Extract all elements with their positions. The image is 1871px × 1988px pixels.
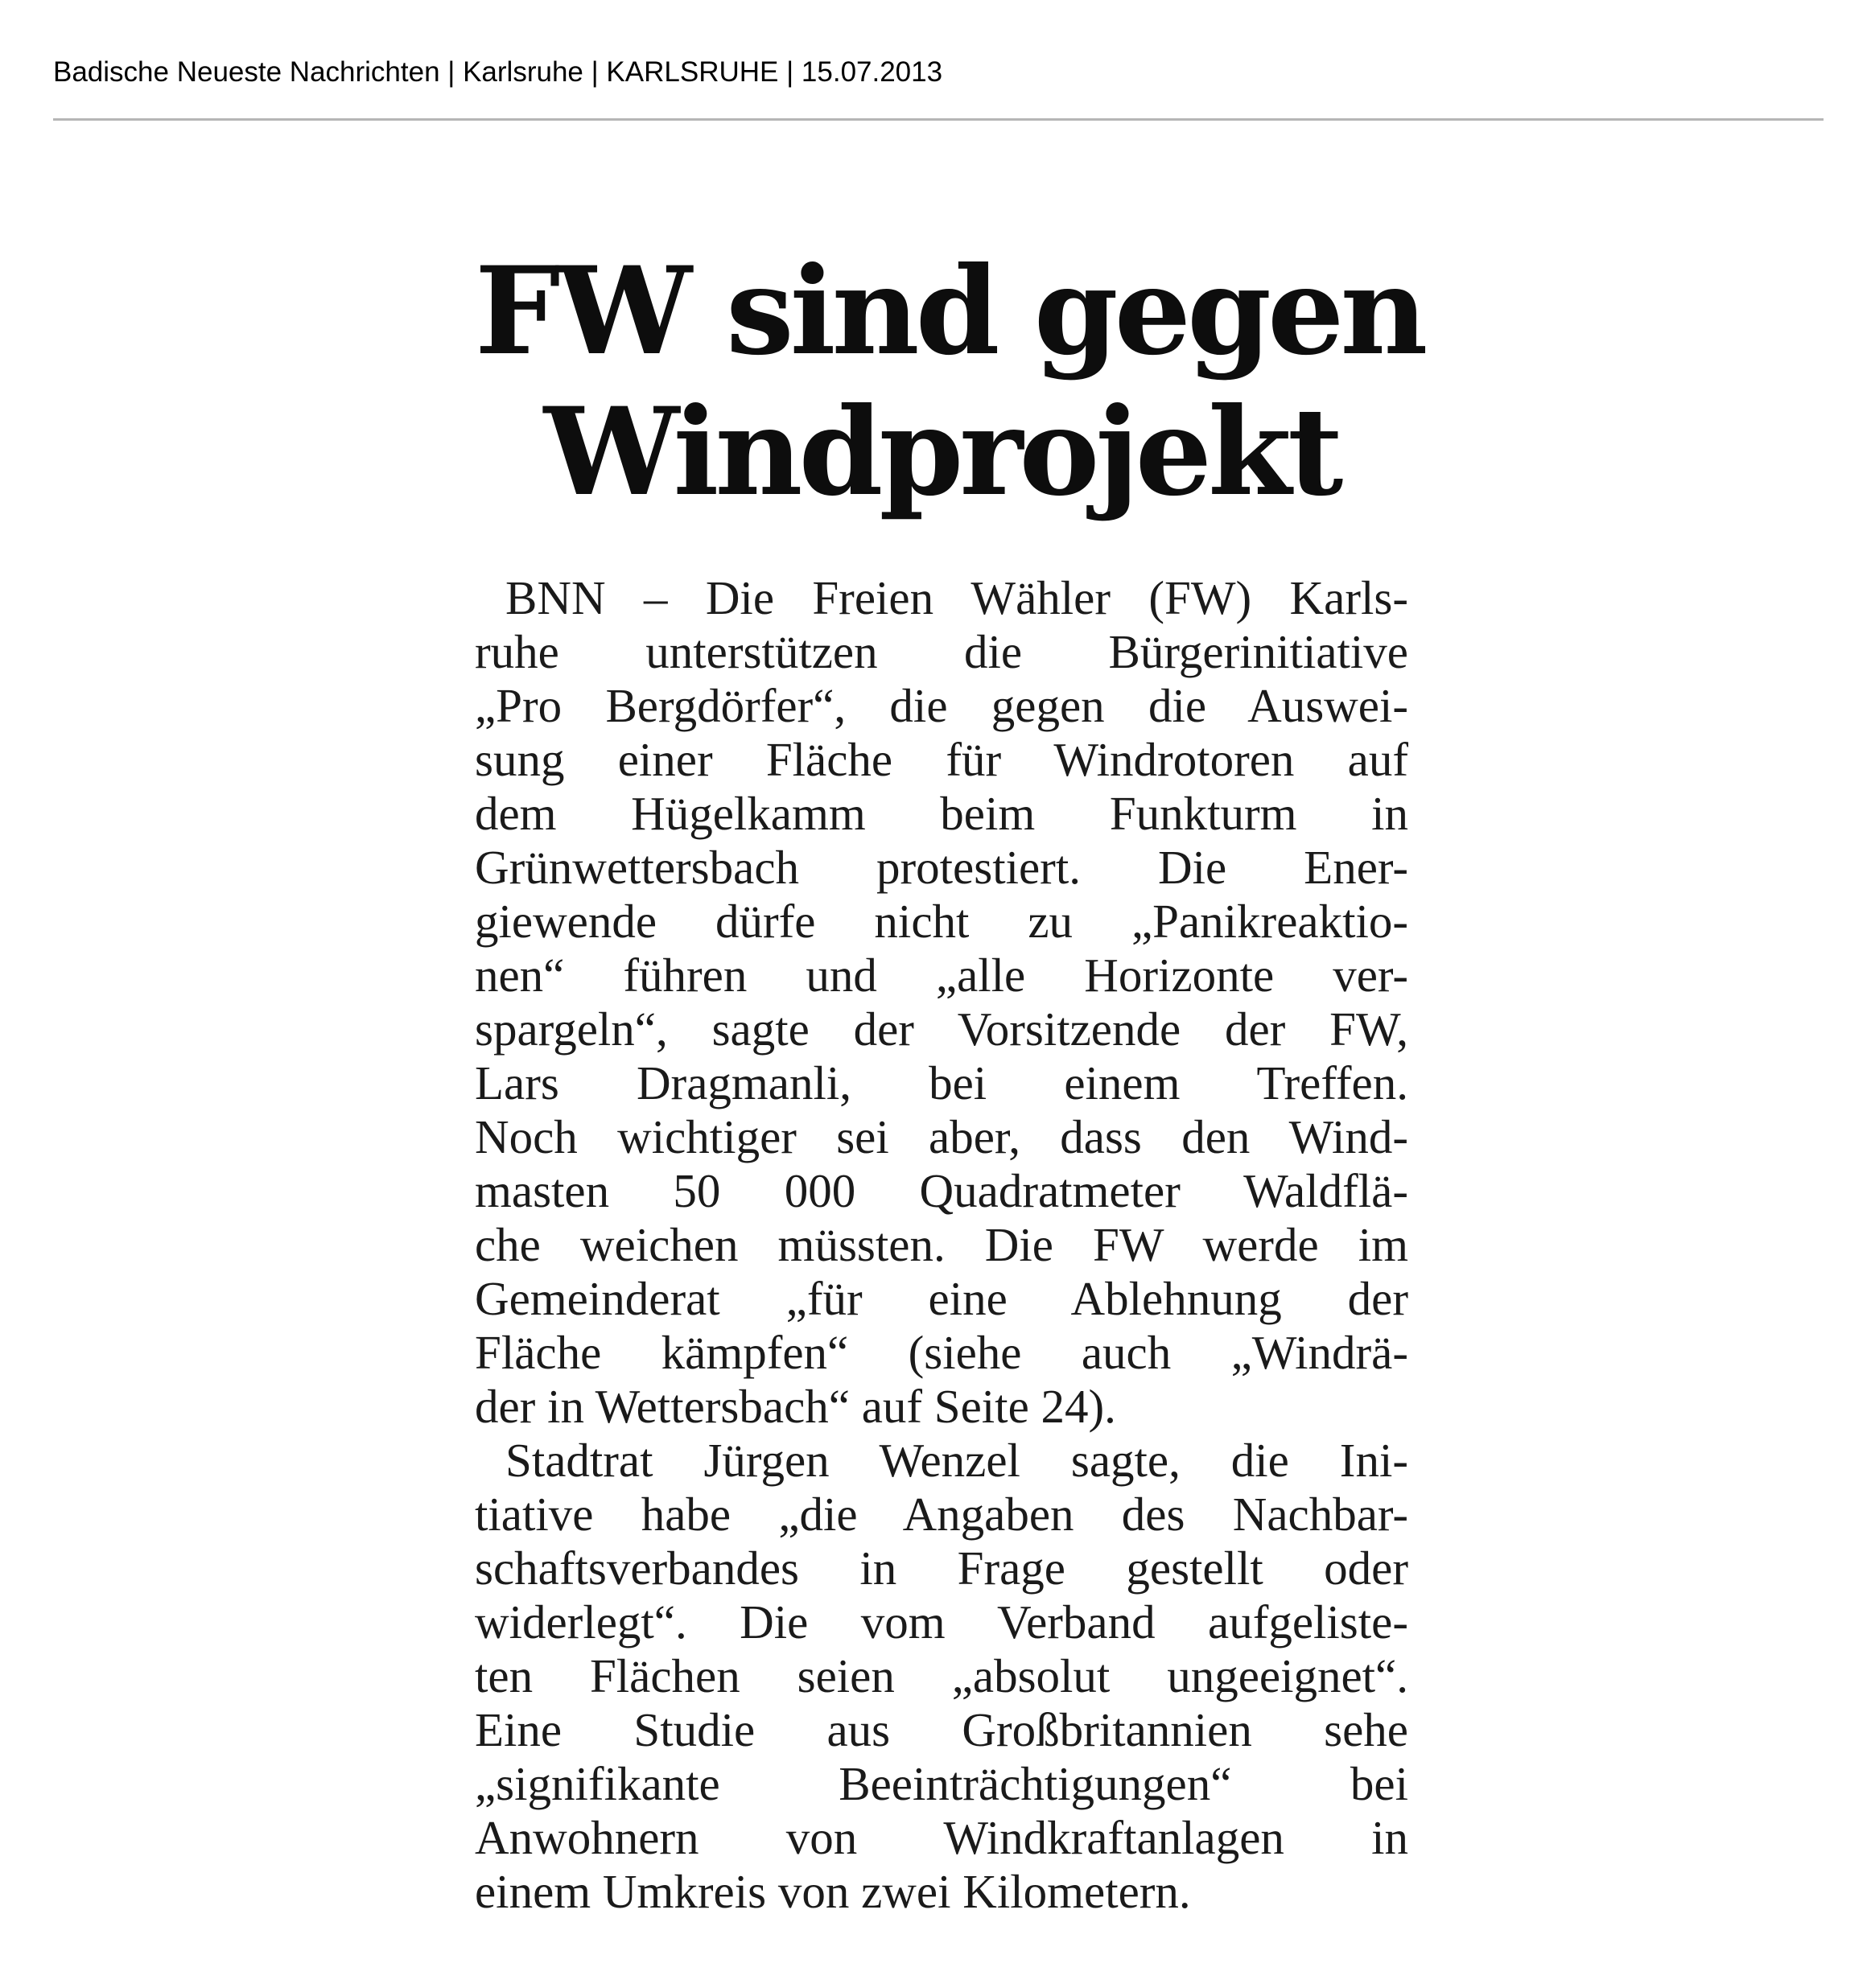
article-headline bbox=[475, 241, 1424, 523]
body-line: nen“ führen und „alle Horizonte ver- bbox=[475, 949, 1408, 1002]
source-line: Badische Neueste Nachrichten | Karlsruhe | KARLSRUHE | 15.07.2013 bbox=[53, 56, 943, 88]
body-line: schaftsverbandes in Frage gestellt oder bbox=[475, 1541, 1408, 1595]
body-line: spargeln“, sagte der Vorsitzende der FW, bbox=[475, 1002, 1408, 1056]
body-line: Fläche kämpfen“ (siehe auch „Windrä- bbox=[475, 1326, 1408, 1379]
body-line: ten Flächen seien „absolut ungeeignet“. bbox=[475, 1649, 1408, 1702]
body-line: Stadtrat Jürgen Wenzel sagte, die Ini- bbox=[505, 1434, 1408, 1487]
body-line: der in Wettersbach“ auf Seite 24). bbox=[475, 1380, 1116, 1433]
body-line: Lars Dragmanli, bei einem Treffen. bbox=[475, 1056, 1408, 1109]
headline-line: Windprojekt bbox=[543, 381, 1340, 523]
paragraph-2 bbox=[475, 1434, 1408, 1919]
article-body bbox=[475, 571, 1408, 1919]
paragraph-1 bbox=[475, 571, 1408, 1434]
body-line: masten 50 000 Quadratmeter Waldflä- bbox=[475, 1164, 1408, 1217]
body-line: Eine Studie aus Großbritannien sehe bbox=[475, 1703, 1408, 1756]
body-line: „Pro Bergdörfer“, die gegen die Auswei- bbox=[475, 679, 1408, 732]
body-line: ruhe unterstützen die Bürgerinitiative bbox=[475, 625, 1408, 678]
body-line: tiative habe „die Angaben des Nachbar- bbox=[475, 1488, 1408, 1541]
body-line: dem Hügelkamm beim Funkturm in bbox=[475, 787, 1408, 840]
body-line: Gemeinderat „für eine Ablehnung der bbox=[475, 1272, 1408, 1325]
body-line: sung einer Fläche für Windrotoren auf bbox=[475, 733, 1408, 786]
body-line: Anwohnern von Windkraftanlagen in bbox=[475, 1811, 1408, 1864]
body-line: BNN – Die Freien Wähler (FW) Karls- bbox=[505, 571, 1408, 624]
body-line: Noch wichtiger sei aber, dass den Wind- bbox=[475, 1110, 1408, 1163]
body-line: einem Umkreis von zwei Kilometern. bbox=[475, 1865, 1191, 1918]
newspaper-clipping bbox=[475, 241, 1424, 1918]
body-line: „signifikante Beeinträchtigungen“ bei bbox=[475, 1757, 1408, 1810]
body-line: widerlegt“. Die vom Verband aufgeliste- bbox=[475, 1595, 1408, 1648]
headline-line: FW sind gegen bbox=[475, 241, 1424, 382]
body-line: che weichen müssten. Die FW werde im bbox=[475, 1218, 1408, 1271]
body-line: Grünwettersbach protestiert. Die Ener- bbox=[475, 841, 1408, 894]
body-line: giewende dürfe nicht zu „Panikreaktio- bbox=[475, 895, 1408, 948]
header-divider bbox=[53, 118, 1824, 121]
